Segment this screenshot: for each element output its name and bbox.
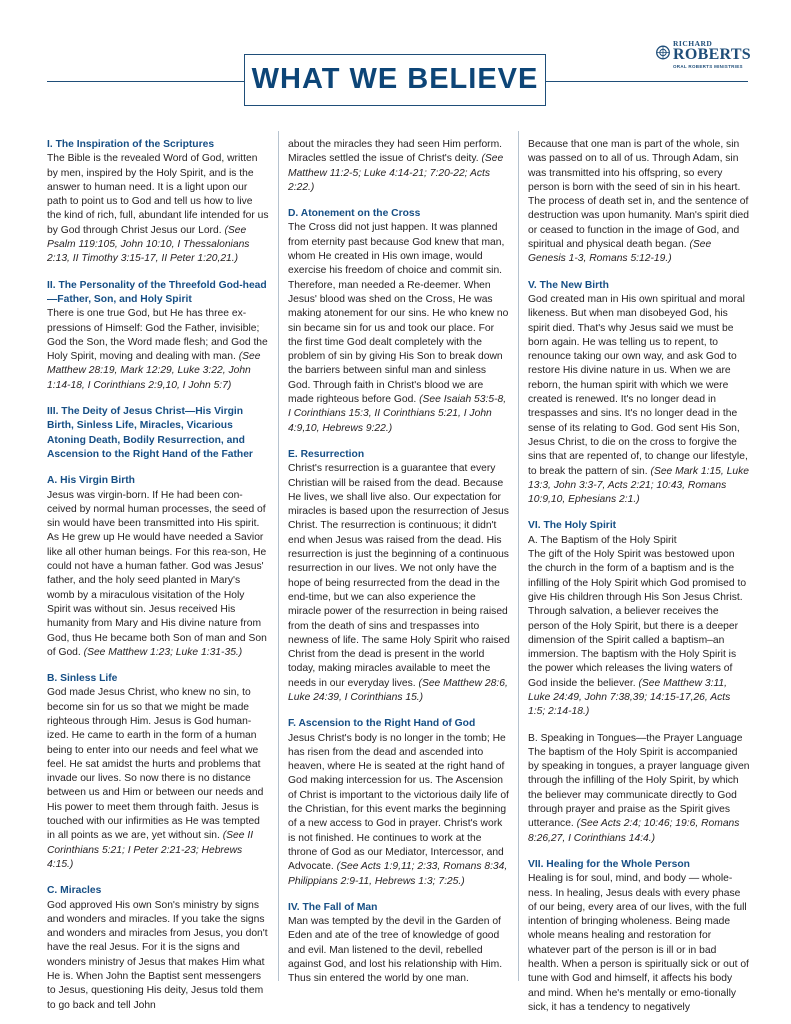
- logo-line-1: RICHARD: [673, 39, 713, 48]
- section-heading: II. The Personality of the Threefold God-head—Father, Son, and Holy Spirit: [47, 279, 267, 305]
- section-body: The baptism of the Holy Spirit is accompanied by speaking in tongues, a prayer language given through the infilling of the Holy Spirit, by which the believer may communicate directly to God through prayer and praise as the Spirit gives utterance. (See Acts 2:4; 10:46; 19:6, Romans 8:26,27, I Corinthians 14:4.): [528, 746, 750, 844]
- column-divider: [518, 131, 519, 981]
- subsection-heading: D. Atonement on the Cross: [288, 208, 421, 220]
- scripture-reference: (See Isaiah 53:5-8, I Corinthians 15:3, II Corinthians 5:21, I John 4:9,10, Hebrews 9:22.): [288, 394, 507, 434]
- section-body: Because that one man is part of the whole, sin was passed on to all of us. Through Adam, sin was transmitted into his offspring, so every person is born with the seed of sin in his heart. The process of death set in, and the sentence of destruction was upon humanity. Man's spirit died or ceased to function in the image of God, and spiritual and physical death began. (See Genesis 1-3, Romans 5:12-19.): [528, 139, 749, 265]
- subsection-heading: B. Sinless Life: [47, 673, 118, 685]
- subsection-heading: C. Miracles: [47, 885, 102, 897]
- column-2: [288, 138, 510, 987]
- column-1: [47, 138, 269, 1013]
- subsection-heading: E. Resurrection: [288, 448, 365, 460]
- section-body: God created man in His own spiritual and moral likeness. But when man disobeyed God, his spirit died. That's why Jesus said we must be born again. He was telling us to repent, to renounce taking our own way, and ask God to restore His divine nature in us. When we are reborn, the human spirit with which we were created is renewed. It's no longer dead in trespasses and sins. It's no longer dead in the sense of its relating to God. God sent His Son, Jesus Christ, to die on the cross to forgive the sins that are repented of, to change our lifestyle, to break the pattern of sin. (See Mark 1:15, Luke 13:3, John 3:3-7, Acts 2:21; 10:43, Romans 10:9,10, Ephesians 2:1.): [528, 293, 749, 506]
- section-body: The Cross did not just happen. It was planned from eternity past because God knew that man, whom He created in His own image, would exercise his freedom of choice and commit sin. Therefore, man needed a Re-deemer. When Jesus' blood was shed on the Cross, He was making atonement for our sins. He who knew no sin became sin for us and took our place. For the first time God dealt completely with the problem of sin by giving His Son to break down the barriers between sinful man and sinless God. Through faith in Christ's blood we are made righteous before God. (See Isaiah 53:5-8, I Corinthians 15:3, II Corinthians 5:21, I John 4:9,10, Hebrews 9:22.): [288, 222, 509, 434]
- logo-line-2: ROBERTS: [673, 46, 752, 63]
- subsection-title: B. Speaking in Tongues—the Prayer Language: [528, 732, 743, 744]
- scripture-reference: (See Psalm 119:105, John 10:10, I Thessalonians 2:13, II Timothy 3:15-17, II Peter 1:20,21.): [47, 224, 250, 265]
- section-heading: III. The Deity of Jesus Christ—His Virgin Birth, Sinless Life, Miracles, Vicarious Atoning Death, Bodily Resurrection, and Ascension to the Right Hand of the Father: [47, 406, 253, 460]
- section-heading: V. The New Birth: [528, 279, 609, 291]
- column-3: [528, 138, 750, 1015]
- scripture-reference: (See Matthew 1:23; Luke 1:31-35.): [83, 646, 243, 658]
- section-body: God approved His own Son's ministry by signs and wonders and miracles. If you take the signs and wonders and miracles from Jesus, you don't have the real Jesus. For it is the signs and wonders ministry of Jesus that makes Him what He is. When John the Baptist sent messengers to Jesus, questioning His deity, Jesus told them to go back and tell John: [47, 899, 268, 1011]
- subsection-heading: F. Ascension to the Right Hand of God: [288, 718, 476, 730]
- page-title: WHAT WE BELIEVE: [251, 63, 539, 95]
- subsection-title: A. The Baptism of the Holy Spirit: [528, 534, 677, 546]
- title-box: [244, 54, 546, 106]
- subsection-heading: A. His Virgin Birth: [47, 475, 135, 487]
- logo-line-3: ORAL ROBERTS MINISTRIES: [673, 64, 743, 69]
- section-body: The Bible is the revealed Word of God, written by men, inspired by the Holy Spirit, and is the answer to human need. It is a light upon our path to point us to God and tell us how to live the kind of rich, full, abundant life intended for us by God through Christ Jesus our Lord. (See Psalm 119:105, John 10:10, I Thessalonians 2:13, II Timothy 3:15-17, II Peter 1:20,21.): [47, 153, 269, 265]
- scripture-reference: (See Matthew 11:2-5; Luke 4:14-21; 7:20-22; Acts 2:22.): [288, 153, 504, 193]
- scripture-reference: (See Mark 1:15, Luke 13:3, John 3:3-7, Acts 2:21; 10:43, Romans 10:9,10, Ephesians 2:1.): [528, 465, 749, 506]
- scripture-reference: (See Matthew 28:6, Luke 24:39, I Corinthians 15.): [288, 677, 508, 703]
- section-body: God made Jesus Christ, who knew no sin, to become sin for us so that we might be made righteous through Him. Jesus is God human-ized. He came to earth in the form of a human being to enter into our needs and feel what we feel. He sat amidst the hurts and problems that invade our lives. So now there is no distance between us and Him or between our needs and His power to meet them through faith. Jesus is touched with our infirmities as He was tempted in all points as we are, yet without sin. (See II Corinthians 5:21; I Peter 2:21-23; Hebrews 4:15.): [47, 687, 264, 870]
- section-heading: I. The Inspiration of the Scriptures: [47, 139, 215, 150]
- scripture-reference: (See II Corinthians 5:21; I Peter 2:21-23; Hebrews 4:15.): [47, 830, 254, 870]
- section-body: Christ's resurrection is a guarantee that every Christian will be raised from the dead. Because He lives, we shall live also. Our expectation for miracles is based upon the resurrection of Jesus Christ. The resurrection is continuous; it didn't end when Jesus was raised from the dead. His resurrection is just the beginning of a continuous resurrection in our lives. We not only have the hope of being resurrected from the dead in the end-time, but we can also experience the miracle power of the resurrection in being raised from the death of sins and trespasses into newness of life. The same Holy Spirit who raised Christ from the dead is present in the world today, making miracles available to meet the needs in our everyday lives. (See Matthew 28:6, Luke 24:39, I Corinthians 15.): [288, 463, 510, 703]
- section-heading: IV. The Fall of Man: [288, 901, 378, 913]
- section-body: about the miracles they had seen Him perform. Miracles settled the issue of Christ's deity. (See Matthew 11:2-5; Luke 4:14-21; 7:20-22; Acts 2:22.): [288, 139, 504, 193]
- scripture-reference: (See Acts 2:4; 10:46; 19:6, Romans 8:26,27, I Corinthians 14:4.): [528, 818, 740, 844]
- section-body: Man was tempted by the devil in the Garden of Eden and ate of the tree of knowledge of good and evil. Man listened to the devil, rebelled against God, and lost his relationship with Him. Thus sin entered the world by one man.: [288, 916, 503, 985]
- section-body: There is one true God, but He has three ex-pressions of Himself: God the Father, invisible; God the Son, the Word made flesh; and God the Holy Spirit, moving and dealing with man. (See Matthew 28:19, Mark 12:29, Luke 3:22, John 1:14-18, I Corinthians 2:9,10, I John 5:7): [47, 308, 268, 391]
- header-rule-right: [546, 81, 748, 82]
- ministry-logo: [643, 37, 752, 73]
- section-body: Jesus was virgin-born. If He had been con-ceived by normal human processes, the seed of sin would have been transmitted into His spirit. As He grew up He would have needed a Savior like all other human beings. For this rea-son, He could not have a human father. God was Jesus' father, and the holy seed planted in Mary's womb by a miraculous visitation of the Holy Spirit was without sin. Jesus received His humanity from Mary and His divine nature from God, thus He became both Son of man and Son of God. (See Matthew 1:23; Luke 1:31-35.): [47, 489, 267, 658]
- header-rule-left: [47, 81, 244, 82]
- section-body: Jesus Christ's body is no longer in the tomb; He has risen from the dead and ascended into heaven, where He is seated at the right hand of God making intercession for us. The Ascension of Christ is important to the victorious daily life of the Christian, for this event marks the beginning of a new access to God in prayer. Christ's work is not finished. He continues to work at the throne of God as our Mediator, Intercessor, and Advocate. (See Acts 1:9,11; 2:33, Romans 8:34, Philippians 2:9-11, Hebrews 1:3; 7:25.): [288, 732, 509, 887]
- scripture-reference: (See Matthew 3:11, Luke 24:49, John 7:38,39; 14:15-17,26, Acts 1:5; 2:14-18.): [528, 677, 731, 718]
- scripture-reference: (See Genesis 1-3, Romans 5:12-19.): [528, 239, 712, 265]
- scripture-reference: (See Matthew 28:19, Mark 12:29, Luke 3:22, John 1:14-18, I Corinthians 2:9,10, I John 5:7): [47, 351, 261, 391]
- section-body: Healing is for soul, mind, and body — whole-ness. In healing, Jesus deals with every phase of our being, every area of our lives, with the full intention of bringing wholeness. Being made whole means healing and restoration for whatever part of the person is ill or in bad health. When a person is spiritually sick or out of tune with God and himself, it affects his body and mind. When he's mentally or emo-tionally sick, it has a tendency to negatively: [528, 873, 749, 1013]
- column-divider: [278, 131, 279, 981]
- section-body: The gift of the Holy Spirit was bestowed upon the church in the form of a baptism and is the infilling of the Holy Spirit which God promised to give His children through His Son Jesus Christ. Through salvation, a believer receives the person of the Holy Spirit, but there is a deeper dimension of the Spirit called a baptism–an immersion. The baptism with the Holy Spirit is the power which releases the living waters of God inside the believer. (See Matthew 3:11, Luke 24:49, John 7:38,39; 14:15-17,26, Acts 1:5; 2:14-18.): [528, 549, 747, 718]
- logo-emblem-icon: [656, 45, 670, 60]
- scripture-reference: (See Acts 1:9,11; 2:33, Romans 8:34, Philippians 2:9-11, Hebrews 1:3; 7:25.): [288, 861, 508, 887]
- section-heading: VII. Healing for the Whole Person: [528, 858, 690, 870]
- section-heading: VI. The Holy Spirit: [528, 520, 617, 532]
